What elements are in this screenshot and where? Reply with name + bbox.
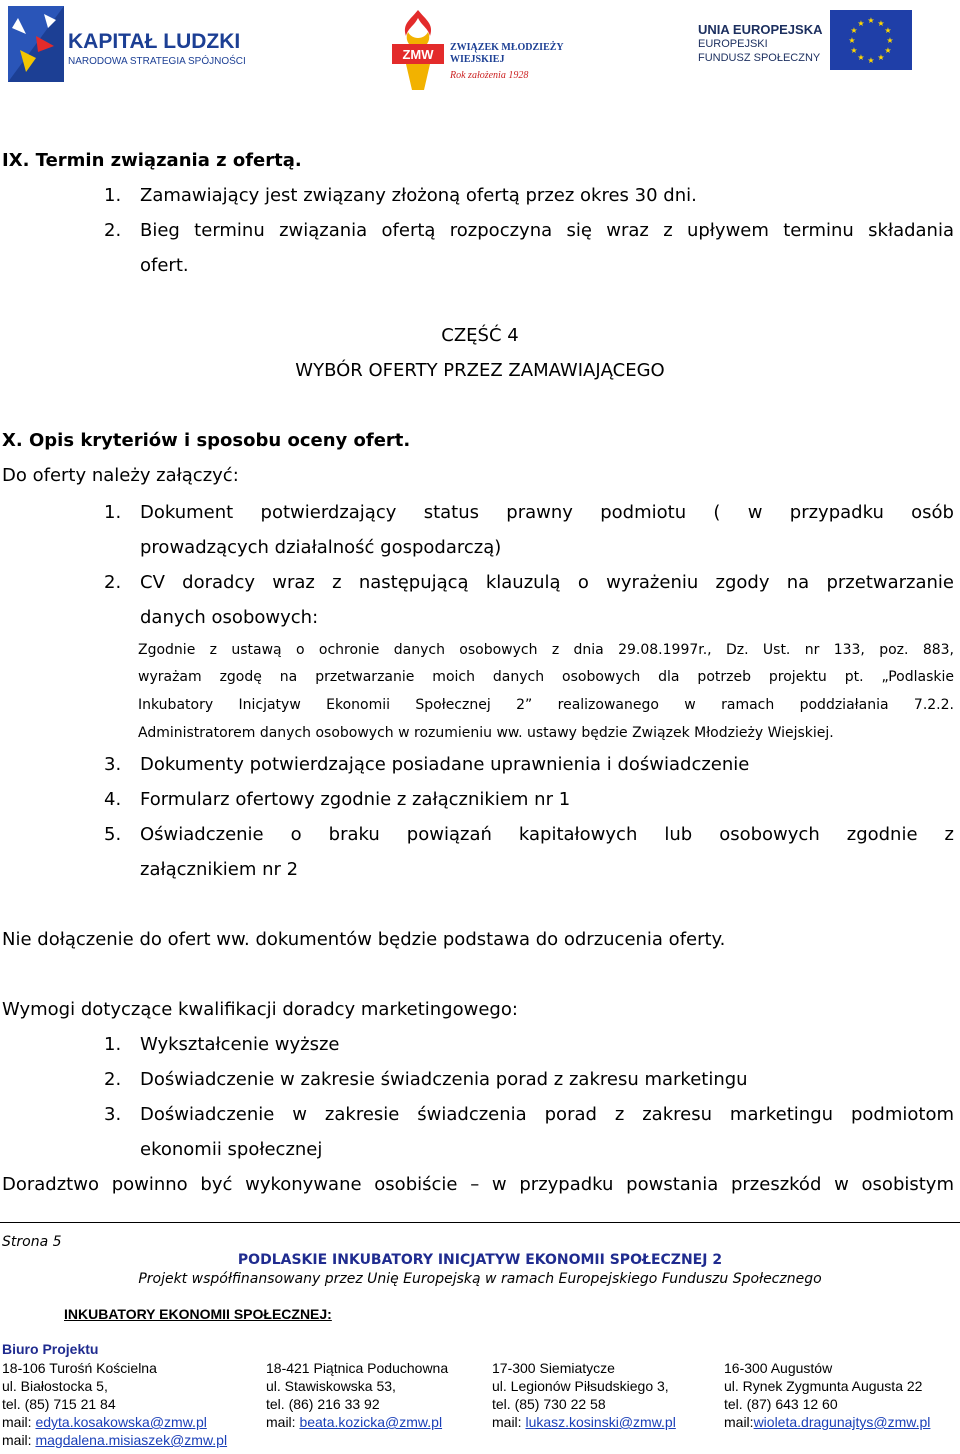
ix-item-2-text-line1: Bieg terminu związania ofertą rozpoczyna się wraz z upływem terminu składania [140, 220, 954, 241]
email-link[interactable]: wioleta.dragunajtys@zmw.pl [753, 1414, 931, 1430]
svg-text:★: ★ [877, 53, 885, 62]
requirements-intro: Wymogi dotyczące kwalifikacji doradcy marketingowego: [2, 999, 518, 1020]
contact-mail-row [492, 1413, 676, 1431]
mail-label: mail: [2, 1414, 36, 1430]
email-link[interactable]: magdalena.misiaszek@zmw.pl [35, 1432, 228, 1448]
cofinance-note: Projekt współfinansowany przez Unię Europejską w ramach Europejskiego Funduszu Społecznego [138, 1271, 822, 1287]
svg-text:★: ★ [850, 46, 858, 55]
contact-city: 18-106 Turośń Kościelna [2, 1360, 157, 1376]
x-item-1-text-line2: prowadzących działalność gospodarczą) [140, 537, 502, 558]
consent-clause-line4: Administratorem danych osobowych w rozumieniu ww. ustawy będzie Związek Młodzieży Wiejskiej. [138, 725, 834, 741]
x-item-3-text: Dokumenty potwierdzające posiadane uprawnienia i doświadczenie [140, 754, 750, 775]
contact-city: 18-421 Piątnica Poduchowna [266, 1360, 449, 1376]
zmw-name-line1: ZWIĄZEK MŁODZIEŻY [450, 42, 564, 53]
footer-divider [0, 1222, 960, 1223]
ix-item-2-number: 2. [104, 220, 122, 241]
eu-line3: FUNDUSZ SPOŁECZNY [698, 52, 821, 64]
email-link[interactable]: lukasz.kosinski@zmw.pl [525, 1414, 676, 1430]
contact-street: ul. Stawiskowska 53, [266, 1378, 396, 1394]
contact-phone: tel. (85) 715 21 84 [2, 1396, 116, 1412]
svg-text:★: ★ [884, 46, 892, 55]
eu-line2: EUROPEJSKI [698, 38, 768, 50]
svg-text:★: ★ [877, 19, 885, 28]
eu-efs-logo [696, 10, 916, 72]
x-item-3-number: 3. [104, 754, 122, 775]
x-item-1-number: 1. [104, 502, 122, 523]
contact-street: ul. Legionów Piłsudskiego 3, [492, 1378, 669, 1394]
contact-mail-row [724, 1413, 930, 1431]
zmw-founded: Rok założenia 1928 [450, 70, 529, 81]
contact-street: ul. Białostocka 5, [2, 1378, 108, 1394]
consent-clause-line3: Inkubatory Inicjatyw Ekonomii Społecznej 2” realizowanego w ramach poddziałania 7.2.2. [138, 697, 954, 713]
contact-col-turosn [2, 1359, 227, 1449]
ix-item-2-text-line2: ofert. [140, 255, 189, 276]
req-item-3-number: 3. [104, 1104, 122, 1125]
contact-mail-row-2 [2, 1431, 227, 1449]
contact-city: 16-300 Augustów [724, 1360, 833, 1376]
section-x-intro: Do oferty należy załączyć: [2, 465, 239, 486]
section-ix-heading: IX. Termin związania z ofertą. [2, 150, 302, 171]
mail-label: mail: [724, 1414, 754, 1430]
part-4-subtitle: WYBÓR OFERTY PRZEZ ZAMAWIAJĄCEGO [295, 360, 665, 381]
kapital-ludzki-subtitle: NARODOWA STRATEGIA SPÓJNOŚCI [68, 56, 246, 67]
zmw-mark: ZMW [402, 47, 434, 62]
req-item-1-number: 1. [104, 1034, 122, 1055]
x-item-2-text-line1: CV doradcy wraz z następującą klauzulą o wyrażeniu zgody na przetwarzanie [140, 572, 954, 593]
req-item-3-text-line2: ekonomii społecznej [140, 1139, 323, 1160]
contact-mail-row [2, 1413, 227, 1431]
email-link[interactable]: beata.kozicka@zmw.pl [299, 1414, 443, 1430]
svg-text:★: ★ [884, 26, 892, 35]
contact-phone: tel. (85) 730 22 58 [492, 1396, 606, 1412]
x-item-4-number: 4. [104, 789, 122, 810]
svg-text:★: ★ [867, 16, 875, 25]
svg-text:★: ★ [886, 36, 894, 45]
req-item-2-number: 2. [104, 1069, 122, 1090]
zmw-name-line2: WIEJSKIEJ [450, 54, 505, 65]
x-item-4-text: Formularz ofertowy zgodnie z załącznikiem nr 1 [140, 789, 571, 810]
project-title: PODLASKIE INKUBATORY INICJATYW EKONOMII SPOŁECZNEJ 2 [237, 1252, 723, 1268]
rejection-note: Nie dołączenie do ofert ww. dokumentów będzie podstawa do odrzucenia oferty. [2, 929, 726, 950]
ix-item-1-number: 1. [104, 185, 122, 206]
req-item-2-text: Doświadczenie w zakresie świadczenia porad z zakresu marketingu [140, 1069, 748, 1090]
eu-line1: UNIA EUROPEJSKA [698, 22, 823, 37]
incubators-label: INKUBATORY EKONOMII SPOŁECZNEJ: [64, 1306, 332, 1322]
x-item-1-text-line1: Dokument potwierdzający status prawny podmiotu ( w przypadku osób [140, 502, 954, 523]
req-item-3-text-line1: Doświadczenie w zakresie świadczenia porad z zakresu marketingu podmiotom [140, 1104, 954, 1125]
mail-label: mail: [266, 1414, 300, 1430]
x-item-2-text-line2: danych osobowych: [140, 607, 319, 628]
contact-mail-row [266, 1413, 448, 1431]
section-x-heading: X. Opis kryteriów i sposobu oceny ofert. [2, 430, 411, 451]
part-4-title: CZĘŚĆ 4 [441, 325, 519, 346]
contact-col-augustow [724, 1359, 930, 1431]
contact-phone: tel. (86) 216 33 92 [266, 1396, 380, 1412]
ix-item-1-text: Zamawiający jest związany złożoną ofertą przez okres 30 dni. [140, 185, 697, 206]
eu-flag-icon [830, 10, 912, 70]
contact-city: 17-300 Siemiatycze [492, 1360, 615, 1376]
contact-phone: tel. (87) 643 12 60 [724, 1396, 838, 1412]
svg-text:★: ★ [848, 36, 856, 45]
x-item-2-number: 2. [104, 572, 122, 593]
office-label: Biuro Projektu [2, 1341, 99, 1357]
svg-text:★: ★ [850, 26, 858, 35]
req-item-1-text: Wykształcenie wyższe [140, 1034, 340, 1055]
svg-text:★: ★ [867, 56, 875, 65]
consent-clause-line1: Zgodnie z ustawą o ochronie danych osobowych z dnia 29.08.1997r., Dz. Ust. nr 133, poz. 883, [138, 642, 954, 658]
closing-line: Doradztwo powinno być wykonywane osobiście – w przypadku powstania przeszkód w osobistym [2, 1174, 954, 1195]
zmw-torch-icon [388, 10, 448, 90]
mail-label: mail: [2, 1432, 36, 1448]
contact-col-siemiatycze [492, 1359, 676, 1431]
zmw-logo [388, 10, 568, 92]
svg-text:★: ★ [857, 53, 865, 62]
x-item-5-text-line2: załącznikiem nr 2 [140, 859, 299, 880]
consent-clause-line2: wyrażam zgodę na przetwarzanie moich danych osobowych dla potrzeb projektu pt. „Podlaskie [138, 669, 954, 685]
x-item-5-number: 5. [104, 824, 122, 845]
svg-text:★: ★ [857, 19, 865, 28]
kapital-ludzki-title: KAPITAŁ LUDZKI [68, 30, 241, 53]
contact-street: ul. Rynek Zygmunta Augusta 22 [724, 1378, 923, 1394]
kapital-ludzki-logo [6, 6, 256, 84]
page-number: Strona 5 [2, 1234, 62, 1250]
contact-col-piatnica [266, 1359, 448, 1431]
x-item-5-text-line1: Oświadczenie o braku powiązań kapitałowych lub osobowych zgodnie z [140, 824, 954, 845]
mail-label: mail: [492, 1414, 526, 1430]
email-link[interactable]: edyta.kosakowska@zmw.pl [35, 1414, 207, 1430]
